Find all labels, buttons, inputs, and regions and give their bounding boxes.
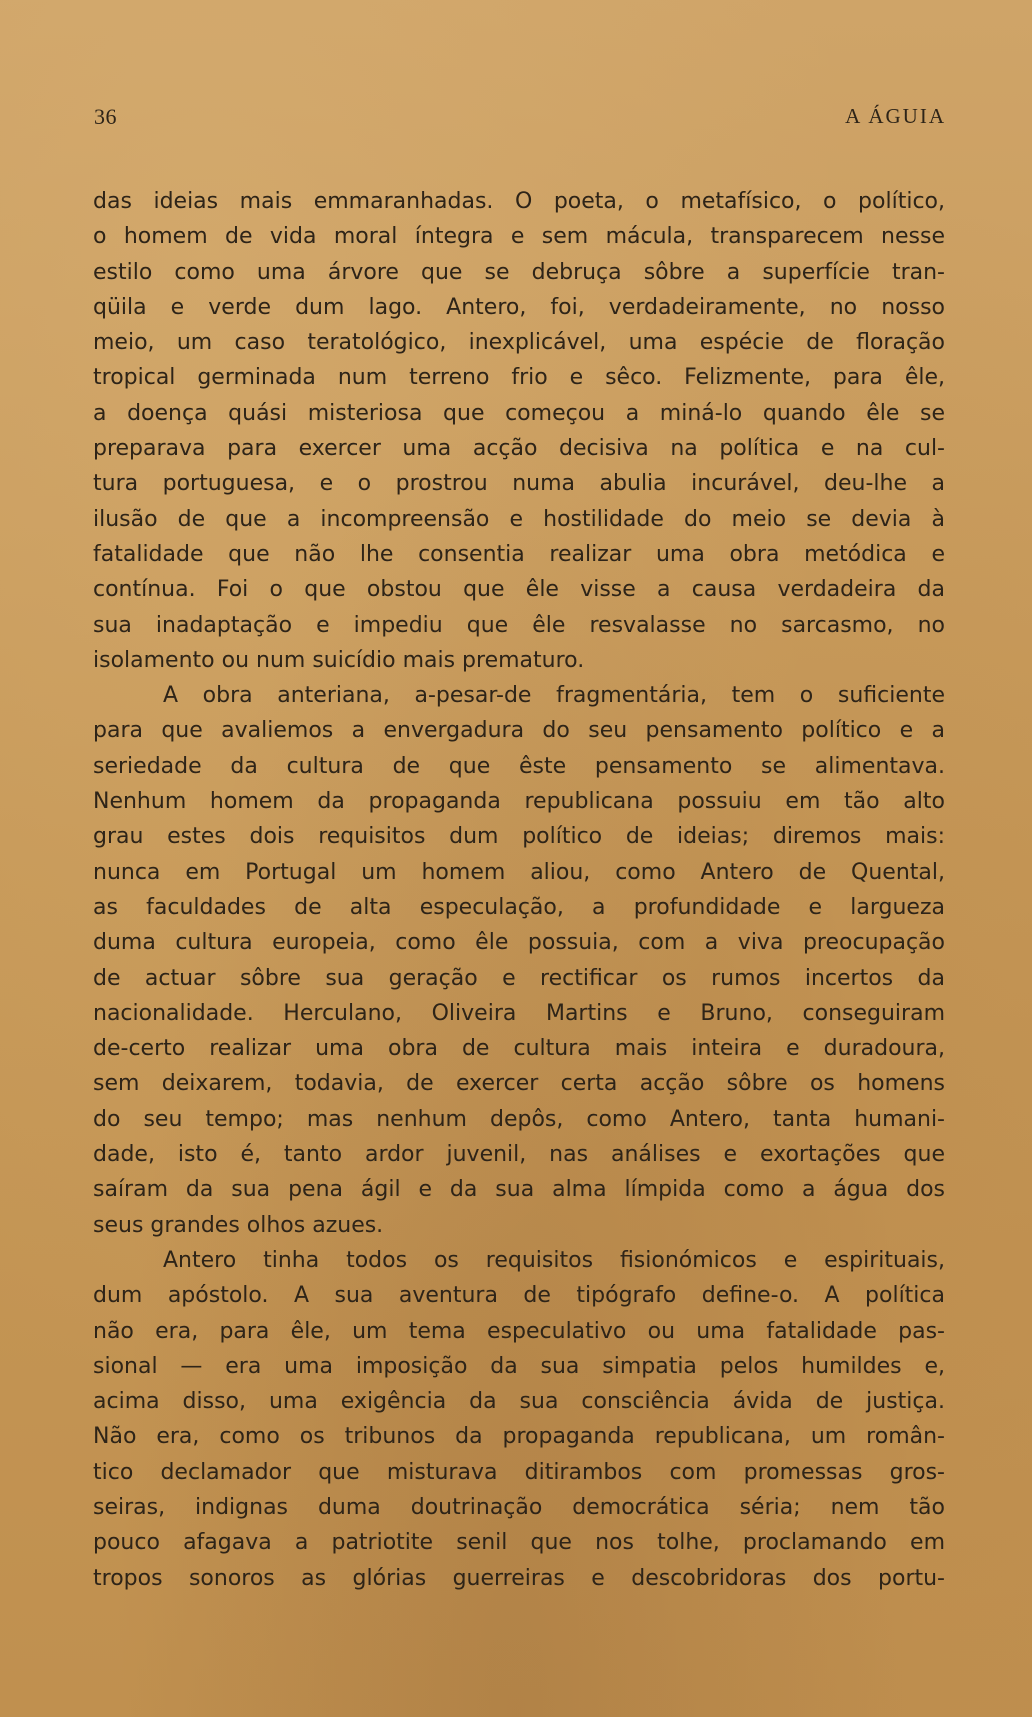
text-line: meio, um caso teratológico, inexplicável, uma espécie de floração bbox=[93, 330, 945, 356]
text-line: Nenhum homem da propaganda republicana possuiu em tão alto bbox=[93, 789, 945, 815]
text-line: qüila e verde dum lago. Antero, foi, verdadeiramente, no nosso bbox=[93, 294, 945, 320]
text-line: Não era, como os tribunos da propaganda republicana, um român- bbox=[93, 1424, 945, 1450]
text-line: do seu tempo; mas nenhum depôs, como Antero, tanta humani- bbox=[93, 1106, 945, 1132]
text-line: isolamento ou num suicídio mais prematuro. bbox=[93, 647, 585, 673]
text-line: das ideias mais emmaranhadas. O poeta, o metafísico, o político, bbox=[93, 189, 945, 214]
text-line: o homem de vida moral íntegra e sem mácula, transparecem nesse bbox=[93, 224, 945, 250]
text-line: fatalidade que não lhe consentia realizar uma obra metódica e bbox=[93, 541, 945, 567]
text-line: sua inadaptação e impediu que êle resvalasse no sarcasmo, no bbox=[93, 612, 945, 638]
text-line: acima disso, uma exigência da sua consciência ávida de justiça. bbox=[93, 1389, 945, 1415]
text-line: A obra anteriana, a-pesar-de fragmentária, tem o suficiente bbox=[163, 683, 945, 709]
text-line: seus grandes olhos azues. bbox=[93, 1212, 384, 1238]
text-line: duma cultura europeia, como êle possuia, com a viva preocupação bbox=[93, 930, 945, 956]
text-line: seiras, indignas duma doutrinação democrática séria; nem tão bbox=[93, 1494, 945, 1520]
text-line: saíram da sua pena ágil e da sua alma límpida como a água dos bbox=[93, 1177, 945, 1203]
text-line: dade, isto é, tanto ardor juvenil, nas análises e exortações que bbox=[93, 1142, 945, 1168]
running-head bbox=[94, 104, 946, 134]
text-line: não era, para êle, um tema especulativo ou uma fatalidade pas- bbox=[93, 1318, 945, 1344]
text-line: dum apóstolo. A sua aventura de tipógrafo define-o. A política bbox=[93, 1283, 945, 1309]
text-line: para que avaliemos a envergadura do seu pensamento político e a bbox=[93, 718, 945, 744]
text-line: nunca em Portugal um homem aliou, como Antero de Quental, bbox=[93, 859, 945, 885]
text-line: estilo como uma árvore que se debruça sôbre a superfície tran- bbox=[93, 259, 945, 285]
text-line: pouco afagava a patriotite senil que nos tolhe, proclamando em bbox=[93, 1530, 945, 1556]
text-line: grau estes dois requisitos dum político de ideias; diremos mais: bbox=[93, 824, 945, 850]
text-line: de-certo realizar uma obra de cultura mais inteira e duradoura, bbox=[93, 1036, 945, 1062]
page-number: 36 bbox=[94, 104, 117, 129]
text-line: nacionalidade. Herculano, Oliveira Martins e Bruno, conseguiram bbox=[93, 1000, 945, 1026]
body-text bbox=[93, 184, 945, 1596]
text-line: contínua. Foi o que obstou que êle visse a causa verdadeira da bbox=[93, 577, 945, 603]
text-line: de actuar sôbre sua geração e rectificar os rumos incertos da bbox=[93, 965, 945, 991]
text-line: preparava para exercer uma acção decisiva na política e na cul- bbox=[93, 436, 945, 462]
text-line: sem deixarem, todavia, de exercer certa acção sôbre os homens bbox=[93, 1071, 945, 1097]
text-line: Antero tinha todos os requisitos fisionómicos e espirituais, bbox=[163, 1247, 945, 1273]
text-line: as faculdades de alta especulação, a profundidade e largueza bbox=[93, 894, 945, 920]
text-line: tico declamador que misturava ditirambos com promessas gros- bbox=[93, 1459, 945, 1485]
text-line: tura portuguesa, e o prostrou numa abulia incurável, deu-lhe a bbox=[93, 471, 945, 497]
text-line: tropos sonoros as glórias guerreiras e descobridoras dos portu- bbox=[93, 1565, 945, 1591]
text-line: seriedade da cultura de que êste pensamento se alimentava. bbox=[93, 753, 945, 779]
journal-title: A ÁGUIA bbox=[845, 104, 946, 128]
text-line: sional — era uma imposição da sua simpatia pelos humildes e, bbox=[93, 1353, 945, 1379]
text-line: a doença quási misteriosa que começou a miná-lo quando êle se bbox=[93, 400, 945, 426]
text-line: ilusão de que a incompreensão e hostilidade do meio se devia à bbox=[93, 506, 945, 532]
text-line: tropical germinada num terreno frio e sêco. Felizmente, para êle, bbox=[93, 365, 945, 391]
